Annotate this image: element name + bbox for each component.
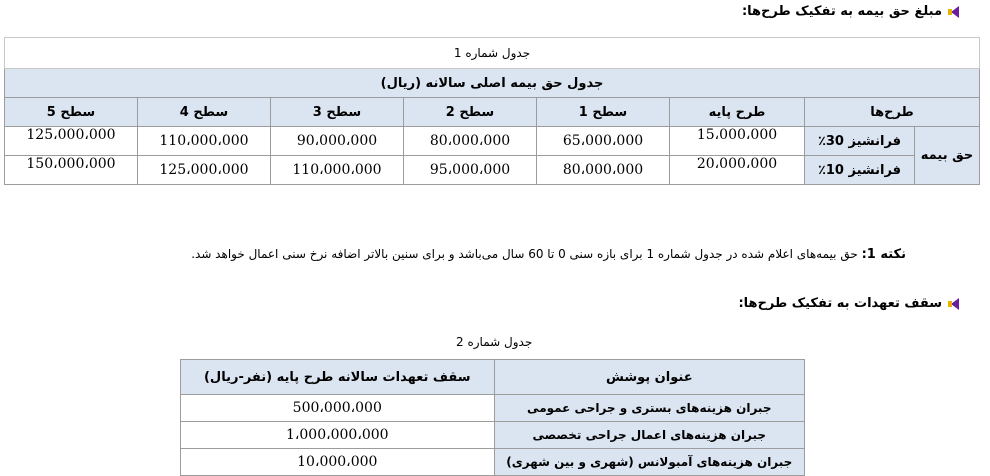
table-cell: 80،000،000 — [537, 156, 670, 185]
col-header: سطح 5 — [5, 98, 138, 127]
col-header: سطح 2 — [404, 98, 537, 127]
coverage-ceiling-table — [180, 359, 805, 476]
col-header-coverage: عنوان پوشش — [494, 360, 804, 395]
arrow-bullet-icon — [948, 5, 962, 19]
table-cell: 90،000،000 — [271, 127, 404, 156]
col-header: سطح 4 — [138, 98, 271, 127]
col-header-ceiling: سقف تعهدات سالانه طرح پایه (نفر-ریال) — [181, 360, 495, 395]
table-cell: 125،000،000 — [5, 127, 138, 156]
section-title: سقف تعهدات به تفکیک طرح‌ها: — [738, 296, 942, 311]
table-cell: 150،000،000 — [5, 156, 138, 185]
coverage-value: 500،000،000 — [181, 395, 495, 422]
note-label: نکته 1: — [861, 247, 906, 262]
col-header: طرح پایه — [670, 98, 805, 127]
note-paragraph — [191, 247, 906, 262]
coverage-value: 10،000،000 — [181, 449, 495, 476]
table-cell: 15،000،000 — [670, 127, 805, 156]
col-header-plans: طرح‌ها — [805, 98, 980, 127]
table-cell: 125،000،000 — [138, 156, 271, 185]
section-heading-premium — [742, 4, 962, 19]
col-header: سطح 3 — [271, 98, 404, 127]
table-cell: 110،000،000 — [138, 127, 271, 156]
table-cell: 95،000،000 — [404, 156, 537, 185]
table-cell: 20،000،000 — [670, 156, 805, 185]
section-title: مبلغ حق بیمه به تفکیک طرح‌ها: — [741, 4, 942, 19]
table-caption: جدول شماره 2 — [456, 335, 533, 349]
row-label: فرانشیز 10٪ — [805, 156, 915, 185]
table-cell: 65،000،000 — [537, 127, 670, 156]
coverage-title: جبران هزینه‌های آمبولانس (شهری و بین شهری) — [494, 449, 804, 476]
coverage-title: جبران هزینه‌های اعمال جراحی تخصصی — [494, 422, 804, 449]
col-header: سطح 1 — [537, 98, 670, 127]
table-cell: 80،000،000 — [404, 127, 537, 156]
arrow-bullet-icon — [948, 297, 962, 311]
premium-table — [4, 37, 980, 185]
coverage-value: 1،000،000،000 — [181, 422, 495, 449]
row-group-label: حق بیمه — [915, 127, 980, 185]
table-cell: 110،000،000 — [271, 156, 404, 185]
coverage-title: جبران هزینه‌های بستری و جراحی عمومی — [494, 395, 804, 422]
row-label: فرانشیز 30٪ — [805, 127, 915, 156]
note-text: حق بیمه‌های اعلام شده در جدول شماره 1 برای بازه سنی 0 تا 60 سال می‌باشد و برای سنین بالاتر اضافه نرخ سنی اعمال خواهد شد. — [191, 247, 858, 261]
section-heading-ceiling — [738, 296, 962, 311]
table-caption: جدول شماره 1 — [5, 38, 980, 69]
table-title: جدول حق بیمه اصلی سالانه (ریال) — [5, 69, 980, 98]
